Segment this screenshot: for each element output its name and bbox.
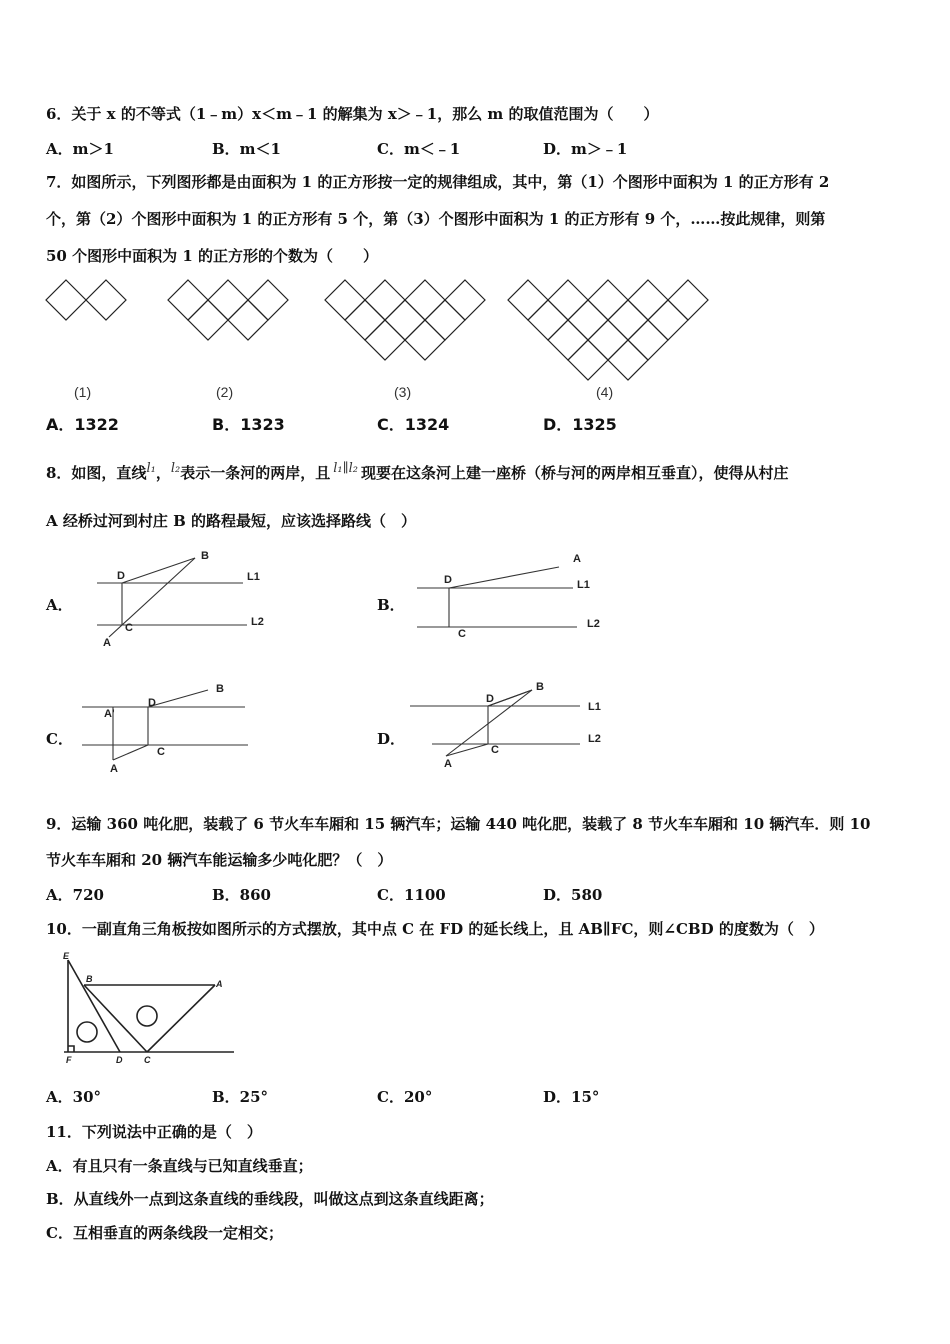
q8-parallel-symbol: l₁∥l₂ (333, 461, 358, 476)
q8-stem-prefix: 8．如图，直线 (46, 464, 147, 482)
q11-option-c: C．互相垂直的两条线段一定相交； (46, 1224, 283, 1242)
q8-l1-symbol: l₁ (146, 461, 156, 476)
q10-label-e: E (63, 951, 70, 961)
q9-option-c: C．1100 (377, 886, 446, 904)
q10-label-c: C (144, 1055, 151, 1065)
q8-stem-mid: 表示一条河的两岸，且 (180, 464, 331, 482)
q6-option-b: B．m＜1 (212, 140, 281, 158)
q7-option-c: C．1324 (377, 415, 450, 434)
q6-option-a: A．m＞1 (46, 140, 114, 158)
q8-a-label-a: A (103, 637, 111, 649)
q8-b-label-l2: L2 (587, 618, 600, 630)
q10-stem: 10．一副直角三角板按如图所示的方式摆放，其中点 C 在 FD 的延长线上，且 AB∥FC，则∠CBD 的度数为（ ） (46, 920, 824, 938)
q8-figure-a (95, 545, 285, 650)
q7-figure-2 (168, 280, 288, 340)
q7-figure-4 (508, 280, 708, 380)
q7-stem-line-2: 个，第（2）个图形中面积为 1 的正方形有 5 个，第（3）个图形中面积为 1 的正方形有 9 个，……按此规律，则第 (46, 210, 826, 228)
q10-label-f: F (66, 1055, 72, 1065)
q8-b-label-c: C (458, 628, 466, 640)
q8-option-d-label: D． (377, 730, 406, 748)
q9-stem-line-2: 节火车车厢和 20 辆汽车能运输多少吨化肥？（ ） (46, 851, 393, 869)
q7-figure-label-3: (3) (394, 384, 412, 400)
q6-stem: 6．关于 x 的不等式（1﹣m）x＜m﹣1 的解集为 x＞﹣1，那么 m 的取值范围为（ ） (46, 105, 659, 123)
q8-stem-line-1 (46, 461, 789, 483)
q8-option-b-label: B． (377, 596, 405, 614)
q6-option-c: C．m＜﹣1 (377, 140, 461, 158)
q8-b-label-l1: L1 (577, 579, 590, 591)
q8-a-label-l2: L2 (251, 616, 264, 628)
q6-option-d: D．m＞﹣1 (543, 140, 628, 158)
q8-d-label-l1: L1 (588, 701, 601, 713)
q8-comma: ， (155, 464, 171, 482)
q7-option-d: D．1325 (543, 415, 617, 434)
q7-figure-3 (325, 280, 485, 360)
q8-l2-symbol: l₂ (170, 461, 181, 476)
q8-c-label-d: D (148, 697, 156, 709)
q7-option-b: B．1323 (212, 415, 285, 434)
q8-a-label-c: C (125, 622, 133, 634)
q8-d-label-b: B (536, 681, 544, 693)
q7-figure-label-2: (2) (216, 384, 234, 400)
q7-figure-label-4: (4) (596, 384, 614, 400)
q7-figure-1 (46, 280, 126, 320)
q7-square-pattern-figure (40, 270, 720, 410)
q8-stem-line-2: A 经桥过河到村庄 B 的路程最短，应该选择路线（ ） (46, 512, 416, 530)
q8-figure-c (80, 680, 270, 780)
q8-c-label-a-prime: A' (104, 708, 115, 720)
q7-stem-line-3: 50 个图形中面积为 1 的正方形的个数为（ ） (46, 247, 378, 265)
q9-option-a: A．720 (46, 886, 104, 904)
q7-stem-line-1: 7．如图所示，下列图形都是由面积为 1 的正方形按一定的规律组成，其中，第（1）个图形中面积为 1 的正方形有 2 (46, 173, 830, 191)
q8-d-label-d: D (486, 693, 494, 705)
q10-label-b: B (86, 974, 93, 984)
q8-d-label-a: A (444, 758, 452, 770)
q10-option-d: D．15° (543, 1088, 600, 1106)
q8-b-label-a: A (573, 553, 581, 565)
q9-option-b: B．860 (212, 886, 271, 904)
q10-triangle-figure (60, 948, 240, 1068)
q11-option-a: A．有且只有一条直线与已知直线垂直； (46, 1157, 313, 1175)
q10-label-d: D (116, 1055, 123, 1065)
q7-figure-label-1: (1) (74, 384, 92, 400)
q8-c-label-c: C (157, 746, 165, 758)
q10-option-b: B．25° (212, 1088, 269, 1106)
q8-a-label-l1: L1 (247, 571, 260, 583)
q10-option-a: A．30° (46, 1088, 102, 1106)
q10-label-a: A (216, 979, 223, 989)
q8-c-label-b: B (216, 683, 224, 695)
q8-b-label-d: D (444, 574, 452, 586)
q8-figure-d (408, 678, 613, 778)
q8-figure-b (415, 545, 615, 645)
q8-d-label-l2: L2 (588, 733, 601, 745)
q8-option-a-label: A． (46, 596, 73, 614)
q11-option-b: B．从直线外一点到这条直线的垂线段，叫做这点到这条直线距离； (46, 1190, 494, 1208)
q8-a-label-d: D (117, 570, 125, 582)
q10-option-c: C．20° (377, 1088, 433, 1106)
q9-option-d: D．580 (543, 886, 603, 904)
q7-option-a: A．1322 (46, 415, 119, 434)
q8-a-label-b: B (201, 550, 209, 562)
q11-stem: 11．下列说法中正确的是（ ） (46, 1123, 262, 1141)
q8-option-c-label: C． (46, 730, 73, 748)
q8-d-label-c: C (491, 744, 499, 756)
q8-stem-suffix: 现要在这条河上建一座桥（桥与河的两岸相互垂直），使得从村庄 (360, 464, 789, 482)
q8-c-label-a: A (110, 763, 118, 775)
q9-stem-line-1: 9．运输 360 吨化肥，装载了 6 节火车车厢和 15 辆汽车；运输 440 吨化肥，装载了 8 节火车车厢和 10 辆汽车．则 10 (46, 815, 871, 833)
